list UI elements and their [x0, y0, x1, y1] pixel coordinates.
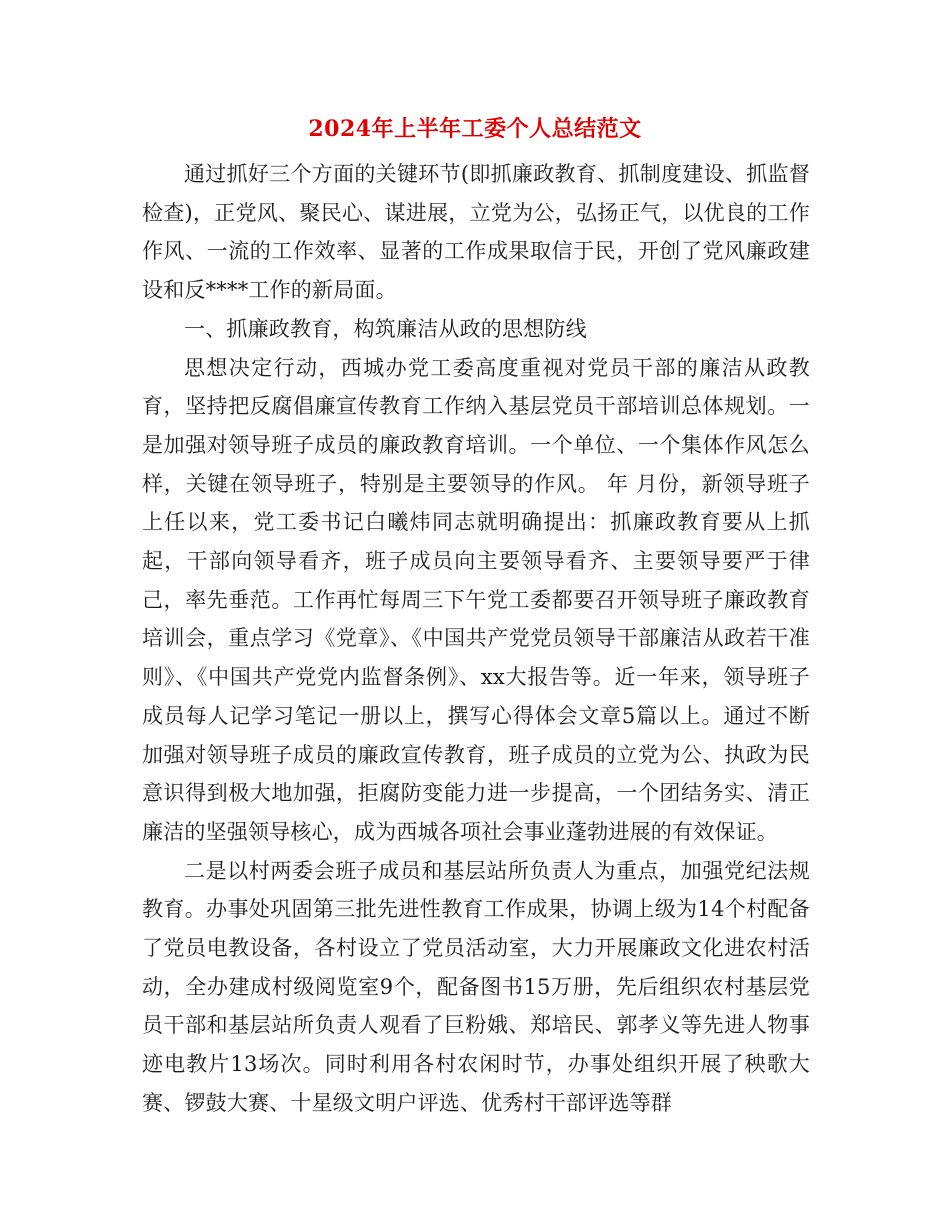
body-paragraph: 二是以村两委会班子成员和基层站所负责人为重点，加强党纪法规教育。办事处巩固第三批先进性教育工作成果，协调上级为14个村配备了党员电教设备，各村设立了党员活动室，大力开展廉政文化进农村活动，全办建成村级阅览室9个，配备图书15万册，先后组织农村基层党员干部和基层站所负责人观看了巨粉娥、郑培民、郭孝义等先进人物事迹电教片13场次。同时利用各村农闲时节，办事处组织开展了秧歌大赛、锣鼓大赛、十星级文明户评选、优秀村干部评选等群 — [142, 858, 810, 1115]
section-heading: 一、抓廉政教育，构筑廉洁从政的思想防线 — [184, 316, 587, 341]
intro-paragraph: 通过抓好三个方面的关键环节(即抓廉政教育、抓制度建设、抓监督检查)，正党风、聚民心、谋进展，立党为公，弘扬正气，以优良的工作作风、一流的工作效率、显著的工作成果取信于民，开创了党风廉政建设和反****工作的新局面。 — [142, 162, 810, 303]
document-title: 2024年上半年工委个人总结范文 — [308, 116, 642, 142]
document-body — [142, 155, 810, 1123]
body-paragraph: 思想决定行动，西城办党工委高度重视对党员干部的廉洁从政教育，坚持把反腐倡廉宣传教育工作纳入基层党员干部培训总体规划。一是加强对领导班子成员的廉政教育培训。一个单位、一个集体作风怎么样，关键在领导班子，特别是主要领导的作风。 年 月份，新领导班子上任以来，党工委书记白曦炜同志就明确提出：抓廉政教育要从上抓起，干部向领导看齐，班子成员向主要领导看齐、主要领导要严于律己，率先垂范。工作再忙每周三下午党工委都要召开领导班子廉政教育培训会，重点学习《党章》、《中国共产党党员领导干部廉洁从政若干准则》、《中国共产党党内监督条例》、xx大报告等。近一年来，领导班子成员每人记学习笔记一册以上，撰写心得体会文章5篇以上。通过不断加强对领导班子成员的廉政宣传教育，班子成员的立党为公、执政为民意识得到极大地加强，拒腐防变能力进一步提高，一个团结务实、清正廉洁的坚强领导核心，成为西城各项社会事业蓬勃进展的有效保证。 — [142, 355, 810, 844]
